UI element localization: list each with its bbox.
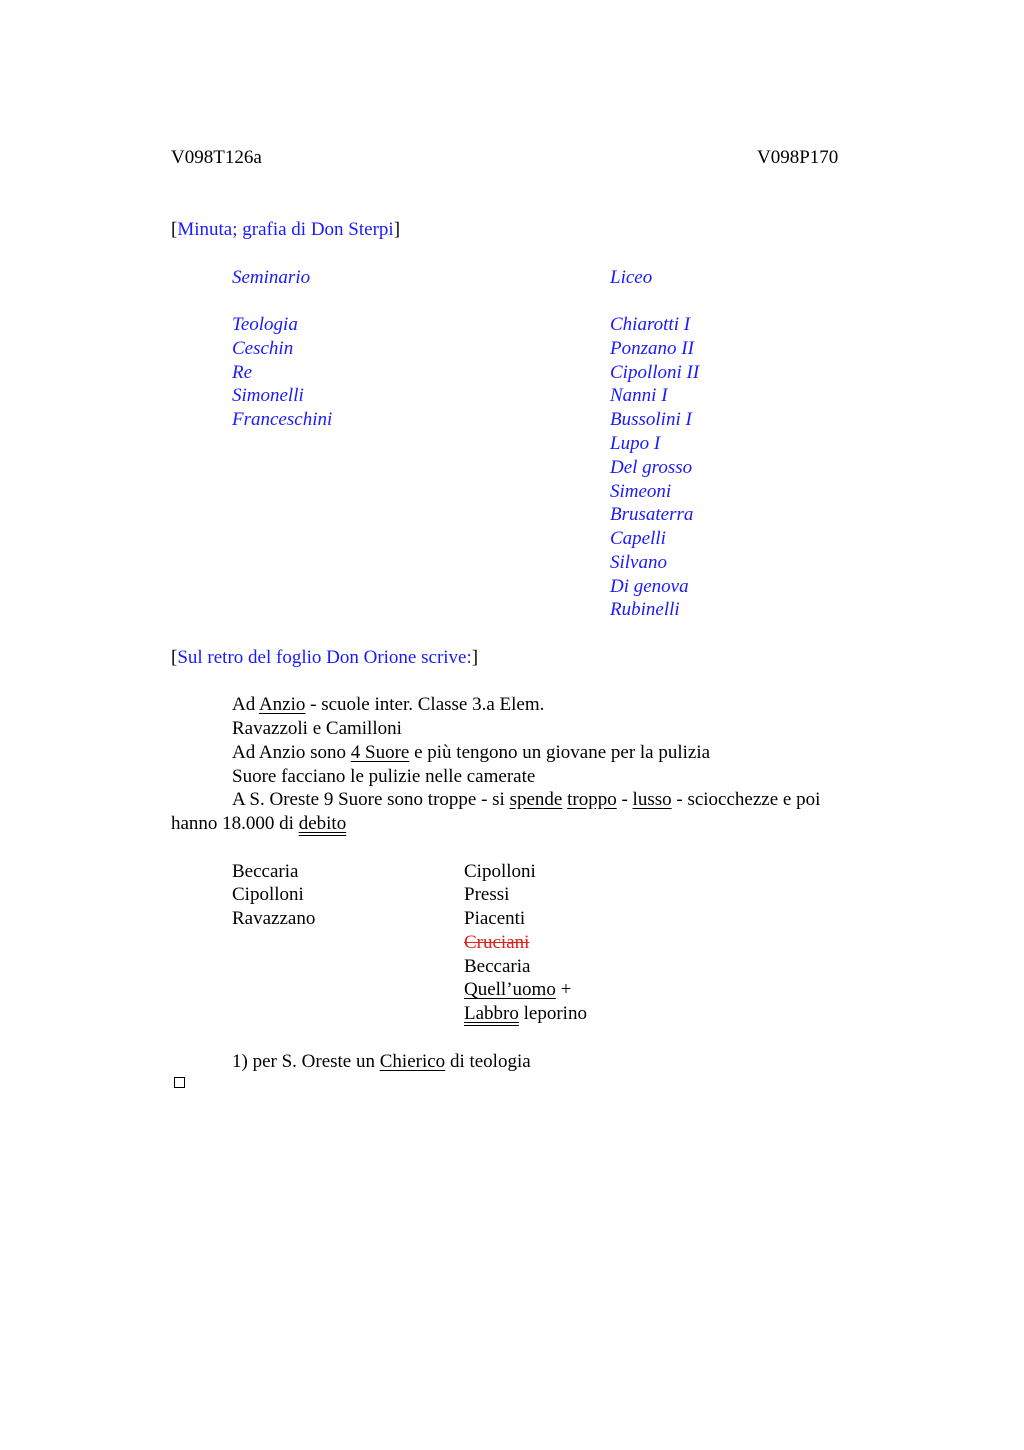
underlined-word: lusso [632, 789, 672, 810]
text-segment: e più tengono un giovane per la pulizia [409, 742, 711, 763]
body-line-anzio [232, 693, 544, 717]
text-segment: 1) per S. Oreste un [232, 1051, 380, 1072]
seminario-item: Simonelli [232, 385, 304, 406]
underlined-word: troppo [567, 789, 617, 810]
liceo-item: Capelli [610, 528, 666, 549]
list-item: Piacenti [464, 908, 526, 929]
struck-list-item: Cruciani [464, 932, 530, 953]
underlined-word: Chierico [379, 1051, 446, 1072]
liceo-item: Lupo I [610, 433, 661, 454]
seminario-item: Ceschin [232, 338, 294, 359]
document-code-left: V098T126a [171, 147, 262, 168]
liceo-item: Silvano [610, 552, 667, 573]
minuta-close-bracket: ] [393, 219, 401, 240]
seminario-item: Re [232, 362, 253, 383]
text-segment: - scuole inter. Classe 3.a Elem. [305, 694, 545, 715]
underlined-word: 4 Suore [350, 742, 410, 763]
liceo-item: Cipolloni II [610, 362, 700, 383]
body-line-pulizie: Suore facciano le pulizie nelle camerate [232, 766, 536, 787]
end-of-document-box-icon [174, 1077, 185, 1088]
list-item: Cipolloni [464, 861, 536, 882]
liceo-item: Bussolini I [610, 409, 692, 430]
body-line-oreste [232, 788, 820, 812]
document-code-right: V098P170 [757, 147, 839, 168]
retro-close-bracket: ] [471, 647, 479, 668]
list-item: Cipolloni [232, 884, 304, 905]
retro-note [171, 646, 478, 670]
list-item: Beccaria [232, 861, 299, 882]
text-segment: - [616, 789, 633, 810]
liceo-heading: Liceo [610, 267, 653, 288]
list-item: Beccaria [464, 956, 531, 977]
body-line-debito [171, 812, 346, 836]
seminario-item: Franceschini [232, 409, 333, 430]
list-item: Ravazzano [232, 908, 316, 929]
underlined-word: spende [509, 789, 563, 810]
double-underlined-word: debito [298, 813, 347, 834]
text-segment: di teologia [445, 1051, 531, 1072]
seminario-item: Teologia [232, 314, 298, 335]
minuta-open-bracket: [ [171, 219, 178, 240]
text-segment: leporino [518, 1003, 587, 1024]
text-segment: - sciocchezze e poi [671, 789, 821, 810]
text-segment: A S. Oreste 9 Suore sono troppe - si [232, 789, 510, 810]
list-item: Pressi [464, 884, 510, 905]
underlined-word: Quell’uomo [464, 979, 556, 1000]
body-line-ravazzoli: Ravazzoli e Camilloni [232, 718, 402, 739]
liceo-item: Ponzano II [610, 338, 694, 359]
liceo-item: Nanni I [610, 385, 668, 406]
text-segment: Ad Anzio sono [232, 742, 351, 763]
minuta-note [171, 218, 400, 242]
text-segment: + [555, 979, 572, 1000]
retro-open-bracket: [ [171, 647, 178, 668]
text-segment: Ad [232, 694, 259, 715]
liceo-item: Brusaterra [610, 504, 694, 525]
double-underlined-word: Labbro [464, 1003, 519, 1024]
body-line-suore [232, 741, 710, 765]
seminario-heading: Seminario [232, 267, 311, 288]
liceo-item: Del grosso [610, 457, 693, 478]
list-item [464, 1002, 587, 1026]
liceo-item: Simeoni [610, 481, 672, 502]
final-line-chierico [232, 1050, 531, 1074]
minuta-note-text: Minuta; grafia di Don Sterpi [177, 219, 394, 240]
text-segment: hanno 18.000 di [171, 813, 299, 834]
liceo-item: Chiarotti I [610, 314, 691, 335]
retro-note-text: Sul retro del foglio Don Orione scrive: [177, 647, 472, 668]
underlined-word: Anzio [258, 694, 306, 715]
liceo-item: Rubinelli [610, 599, 680, 620]
liceo-item: Di genova [610, 576, 689, 597]
list-item [464, 978, 571, 1002]
